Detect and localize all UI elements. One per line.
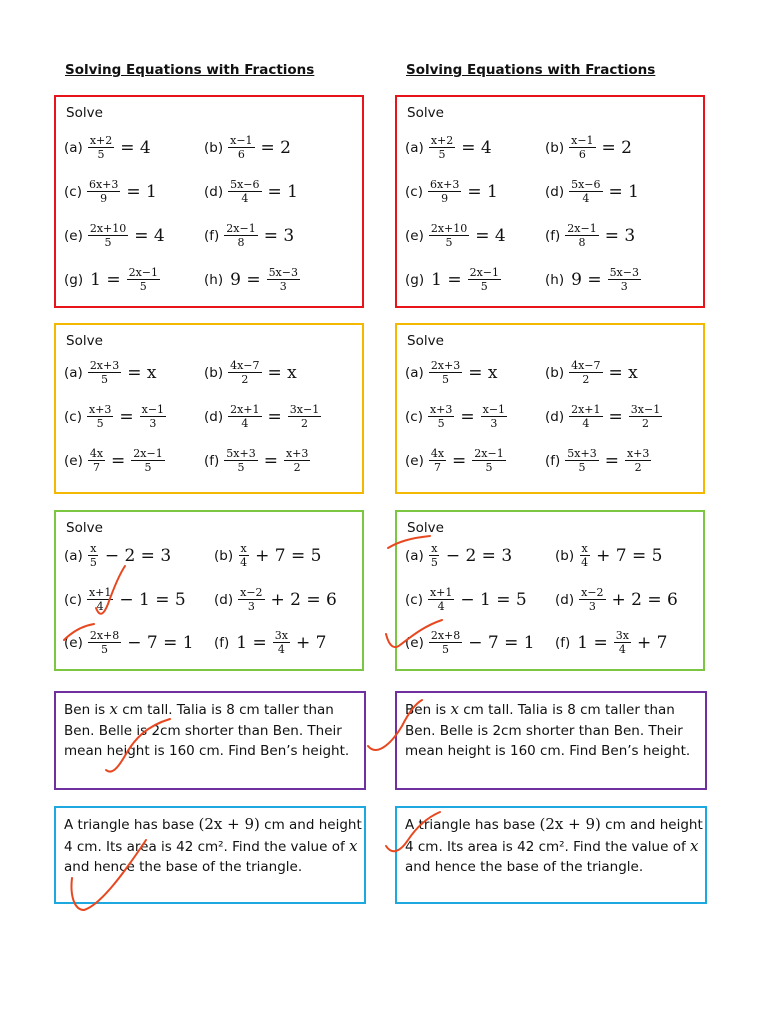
equation-h: (h) 9 = $\frac{5x-3}{3}$	[545, 266, 639, 293]
blue-word-problem-box	[54, 806, 366, 904]
equation-b: (b) $\frac{4x-7}{2}$ = x	[545, 359, 638, 386]
equation-f: (f) $\frac{5x+3}{5}$ = $\frac{x+3}{2}$	[545, 447, 650, 474]
blue-word-problem-box	[395, 806, 707, 904]
equation-f: (f) $\frac{2x-1}{8}$ = 3	[545, 222, 636, 249]
equation-e: (e) $\frac{2x+10}{5}$ = 4	[64, 222, 165, 249]
equation-e: (e) $\frac{4x}{7}$ = $\frac{2x-1}{5}$	[405, 447, 504, 474]
equation-g: (g) 1 = $\frac{2x-1}{5}$	[64, 266, 158, 293]
equation-c: (c) $\frac{x+1}{4}$ − 1 = 5	[405, 586, 527, 613]
equation-h: (h) 9 = $\frac{5x-3}{3}$	[204, 266, 298, 293]
equation-c: (c) $\frac{6x+3}{9}$ = 1	[64, 178, 157, 205]
equation-b: (b) $\frac{x}{4}$ + 7 = 5	[555, 542, 663, 569]
red-exercise-box	[395, 95, 705, 308]
yellow-exercise-box	[54, 323, 364, 494]
equation-g: (g) 1 = $\frac{2x-1}{5}$	[405, 266, 499, 293]
equation-d: (d) $\frac{2x+1}{4}$ = $\frac{3x-1}{2}$	[204, 403, 320, 430]
equation-d: (d) $\frac{5x-6}{4}$ = 1	[204, 178, 298, 205]
green-exercise-box	[395, 510, 705, 671]
equation-a: (a) $\frac{x}{5}$ − 2 = 3	[405, 542, 513, 569]
equation-a: (a) $\frac{x}{5}$ − 2 = 3	[64, 542, 172, 569]
equation-a: (a) $\frac{2x+3}{5}$ = x	[405, 359, 498, 386]
equation-e: (e) $\frac{2x+8}{5}$ − 7 = 1	[405, 629, 535, 656]
equation-c: (c) $\frac{x+1}{4}$ − 1 = 5	[64, 586, 186, 613]
equation-b: (b) $\frac{4x-7}{2}$ = x	[204, 359, 297, 386]
equation-d: (d) $\frac{5x-6}{4}$ = 1	[545, 178, 639, 205]
equation-d: (d) $\frac{2x+1}{4}$ = $\frac{3x-1}{2}$	[545, 403, 661, 430]
equation-f: (f) 1 = $\frac{3x}{4}$ + 7	[555, 629, 668, 656]
worksheet-heading: Solving Equations with Fractions	[406, 62, 656, 78]
equation-f: (f) $\frac{2x-1}{8}$ = 3	[204, 222, 295, 249]
equation-c: (c) $\frac{x+3}{5}$ = $\frac{x-1}{3}$	[405, 403, 506, 430]
equation-b: (b) $\frac{x-1}{6}$ = 2	[204, 134, 291, 161]
equation-b: (b) $\frac{x}{4}$ + 7 = 5	[214, 542, 322, 569]
green-exercise-box	[54, 510, 364, 671]
red-exercise-box	[54, 95, 364, 308]
equation-f: (f) 1 = $\frac{3x}{4}$ + 7	[214, 629, 327, 656]
equation-d: (d) $\frac{x-2}{3}$ + 2 = 6	[555, 586, 678, 613]
worksheet-heading: Solving Equations with Fractions	[65, 62, 315, 78]
purple-word-problem-box	[395, 691, 707, 790]
purple-word-problem-box	[54, 691, 366, 790]
equation-a: (a) $\frac{x+2}{5}$ = 4	[64, 134, 151, 161]
solve-label: Solve	[407, 105, 444, 121]
equation-a: (a) $\frac{2x+3}{5}$ = x	[64, 359, 157, 386]
word-problem-triangle: A triangle has base (2x + 9) cm and height 4 cm. Its area is 42 cm². Find the value of x and hence the base of the triangle.	[64, 815, 362, 875]
equation-d: (d) $\frac{x-2}{3}$ + 2 = 6	[214, 586, 337, 613]
solve-label: Solve	[66, 520, 103, 536]
equation-e: (e) $\frac{2x+8}{5}$ − 7 = 1	[64, 629, 194, 656]
solve-label: Solve	[407, 520, 444, 536]
equation-e: (e) $\frac{2x+10}{5}$ = 4	[405, 222, 506, 249]
solve-label: Solve	[66, 105, 103, 121]
equation-e: (e) $\frac{4x}{7}$ = $\frac{2x-1}{5}$	[64, 447, 163, 474]
solve-label: Solve	[66, 333, 103, 349]
word-problem-heights: Ben is x cm tall. Talia is 8 cm taller than Ben. Belle is 2cm shorter than Ben. Their mean height is 160 cm. Find Ben’s height.	[64, 700, 350, 759]
equation-a: (a) $\frac{x+2}{5}$ = 4	[405, 134, 492, 161]
equation-c: (c) $\frac{x+3}{5}$ = $\frac{x-1}{3}$	[64, 403, 165, 430]
word-problem-triangle: A triangle has base (2x + 9) cm and height 4 cm. Its area is 42 cm². Find the value of x and hence the base of the triangle.	[405, 815, 703, 875]
solve-label: Solve	[407, 333, 444, 349]
equation-f: (f) $\frac{5x+3}{5}$ = $\frac{x+3}{2}$	[204, 447, 309, 474]
yellow-exercise-box	[395, 323, 705, 494]
word-problem-heights: Ben is x cm tall. Talia is 8 cm taller than Ben. Belle is 2cm shorter than Ben. Their mean height is 160 cm. Find Ben’s height.	[405, 700, 691, 759]
equation-b: (b) $\frac{x-1}{6}$ = 2	[545, 134, 632, 161]
equation-c: (c) $\frac{6x+3}{9}$ = 1	[405, 178, 498, 205]
